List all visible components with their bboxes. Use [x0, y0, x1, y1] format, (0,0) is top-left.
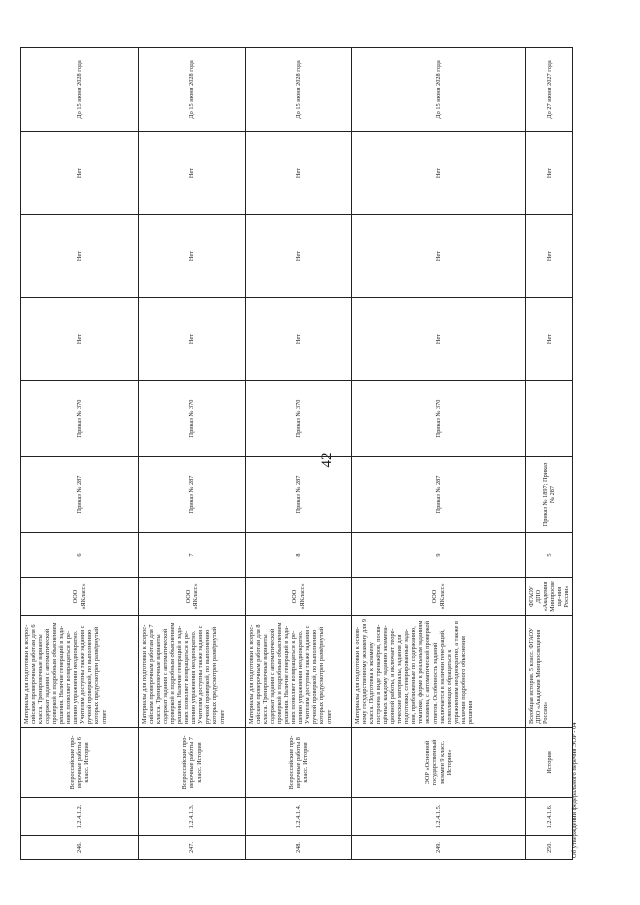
row-number: 247.: [139, 836, 246, 860]
row-flag-2: Нет: [526, 215, 573, 298]
row-order-2: [526, 381, 573, 457]
row-title: Всероссийские про-верочные работы 8 класс. История: [246, 728, 352, 798]
row-order-1: Приказ № 287: [352, 457, 526, 533]
row-flag-3: Нет: [139, 132, 246, 215]
row-level: 8: [246, 533, 352, 578]
row-order-2: Приказ № 370: [246, 381, 352, 457]
table-row: [526, 48, 573, 860]
row-flag-2: Нет: [352, 215, 526, 298]
row-flag-1: Нет: [526, 298, 573, 381]
row-order-2: Приказ № 370: [139, 381, 246, 457]
row-flag-2: Нет: [21, 215, 139, 298]
page-number: 42: [319, 452, 335, 468]
row-flag-3: Нет: [526, 132, 573, 215]
row-title: ЭОР «Основной государственный экзамен 9 класс. История»: [352, 728, 526, 798]
row-deadline: До 15 июня 2028 года: [21, 48, 139, 132]
row-code: 1.2.4.1.6.: [526, 798, 573, 836]
row-description: Материалы для подготовки к всерос-сийским проверочным работам для 7 класса. Тренировочные варианты содержат задания с автоматической проверкой и подробным объяснением решения. Наличие генераций в зада-ниях позволяет возвращаться к ре-шению упражнения неоднократно. Учителям доступны также задания с ручной проверкой, по выполнению которых предусмотрен развёрнутый ответ: [139, 616, 246, 728]
row-order-1: Приказ № 1897; Приказ № 287: [526, 457, 573, 533]
table-row: [246, 48, 352, 860]
row-flag-3: Нет: [21, 132, 139, 215]
row-number: 246.: [21, 836, 139, 860]
table-row: [139, 48, 246, 860]
row-deadline: До 15 июня 2028 года: [352, 48, 526, 132]
row-order-1: Приказ № 287: [246, 457, 352, 533]
table-row: [352, 48, 526, 860]
row-flag-1: Нет: [21, 298, 139, 381]
row-order-2: Приказ № 370: [21, 381, 139, 457]
row-number: 248.: [246, 836, 352, 860]
row-title: Всероссийские про-верочные работы 7 класс. История: [139, 728, 246, 798]
row-description: Материалы для подготовки к всерос-сийским проверочным работам для 8 класса. Тренировочные варианты содержат задания с автоматической проверкой и подробным объяснением решения. Наличие генераций в зада-ниях позволяет возвращаться к ре-шению упражнения неоднократно. Учителям доступны также задания с ручной проверкой, по выполнению которых предусмотрен развёрнутый ответ: [246, 616, 352, 728]
row-title: История: [526, 728, 573, 798]
row-publisher: ООО «ЯКласс»: [246, 578, 352, 616]
row-number: 249.: [352, 836, 526, 860]
row-code: 1.2.4.1.2.: [21, 798, 139, 836]
row-code: 1.2.4.1.5.: [352, 798, 526, 836]
row-level: 9: [352, 533, 526, 578]
row-publisher: ООО «ЯКласс»: [139, 578, 246, 616]
row-order-1: Приказ № 287: [139, 457, 246, 533]
row-flag-1: Нет: [246, 298, 352, 381]
row-publisher: ФГАОУ ДПО «Академия Минпросвеще-ния России»: [526, 578, 573, 616]
row-deadline: До 27 июня 2027 года: [526, 48, 573, 132]
table-row: [21, 48, 139, 860]
row-deadline: До 15 июня 2028 года: [139, 48, 246, 132]
resources-table: [20, 47, 573, 860]
row-flag-3: Нет: [352, 132, 526, 215]
row-order-2: Приказ № 370: [352, 381, 526, 457]
row-flag-1: Нет: [139, 298, 246, 381]
row-flag-2: Нет: [246, 215, 352, 298]
row-flag-2: Нет: [139, 215, 246, 298]
row-description: Материалы для подготовки к всерос-сийским проверочным работам для 6 класса. Тренировочные варианты содержат задания с автоматической проверкой и подробным объяснением решения. Наличие генераций в зада-ниях позволяет возвращаться к ре-шению упражнения неоднократно. Учителям доступны также задания с ручной проверкой, по выполнению которых предусмотрен развёрнутый ответ: [21, 616, 139, 728]
row-level: 5: [526, 533, 573, 578]
row-code: 1.2.4.1.3.: [139, 798, 246, 836]
row-number: 250.: [526, 836, 573, 860]
row-level: 6: [21, 533, 139, 578]
row-code: 1.2.4.1.4.: [246, 798, 352, 836]
row-level: 7: [139, 533, 246, 578]
row-publisher: ООО «ЯКласс»: [352, 578, 526, 616]
row-flag-1: Нет: [352, 298, 526, 381]
row-deadline: До 15 июня 2028 года: [246, 48, 352, 132]
rotated-table-wrapper: [20, 40, 580, 860]
row-order-1: Приказ № 287: [21, 457, 139, 533]
row-flag-3: Нет: [246, 132, 352, 215]
footnote: Об утверждении федерального перечня ЭОР - 04: [571, 722, 578, 858]
row-publisher: ООО «ЯКласс»: [21, 578, 139, 616]
row-title: Всероссийские про-верочные работы 6 класс. История: [21, 728, 139, 798]
row-description: Всеобщая история. 5 класс. ФГАОУ ДПО «Академия Минпросвещения России»: [526, 616, 573, 728]
row-description: Материалы для подготовки к основ-ному государственному экзамену для 9 класса. Подготовка к экзамену построена в виде тренажёров, посвя-щённых каждому заданию экзамена-ционной работы, и включает теоре-тические материалы, задания для подготовки, сгенерированные зада-ния, приближенные по содержанию, тематике, форме к реальным заданиям экзамена, с автоматической проверкой ответов. Особенность заданий заключается в наличии гене-раций, позволяющих обращаться к упражнениям неоднократно, а также в наличии подробного объяснения решения: [352, 616, 526, 728]
